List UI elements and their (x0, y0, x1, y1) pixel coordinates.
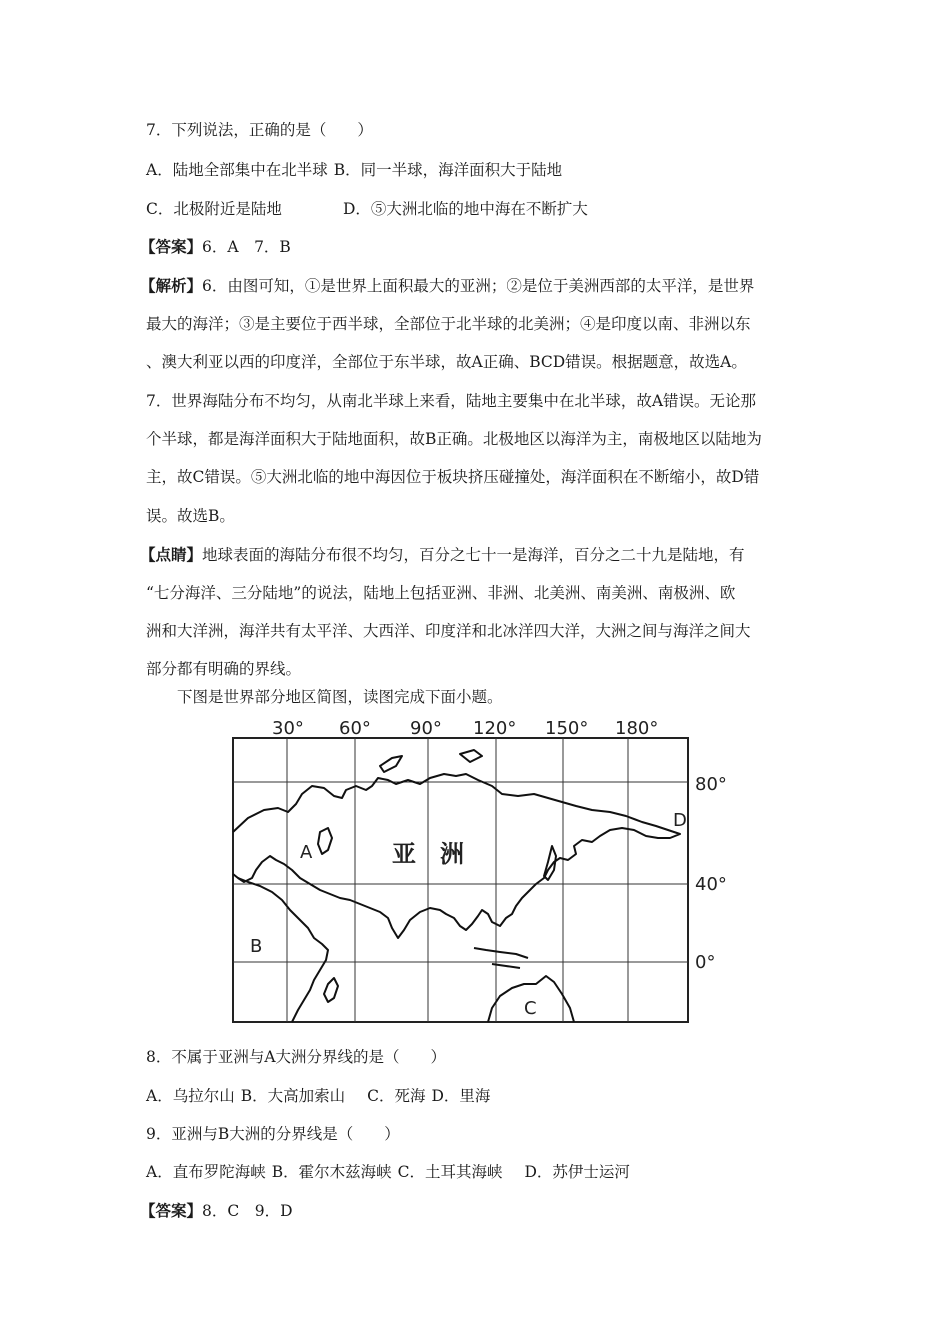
comment-tag: 【点睛】 (140, 545, 203, 564)
question-9-options (146, 1162, 630, 1182)
label-b: B (250, 936, 263, 957)
question-7-stem: 7．下列说法，正确的是（ ） (146, 121, 373, 139)
label-c: C (524, 998, 537, 1019)
coastlines (233, 750, 680, 1022)
question-8-options (146, 1086, 490, 1106)
answer-text: 8．C 9．D (202, 1202, 293, 1220)
option-a: A．乌拉尔山 (146, 1087, 235, 1105)
map-grid (233, 738, 688, 1022)
label-d: D (673, 810, 687, 831)
lon-label-90: 90° (410, 718, 442, 739)
indonesia-coast (474, 948, 528, 968)
question-7-options-cd (146, 199, 588, 219)
option-c: C．北极附近是陆地 (146, 200, 282, 218)
map-intro: 下图是世界部分地区简图，读图完成下面小题。 (177, 688, 503, 706)
severnaya-zemlya-coast (460, 750, 482, 762)
analysis-line-4: 7．世界海陆分布不均匀，从南北半球上来看，陆地主要集中在北半球，故A错误。无论那 (146, 392, 757, 410)
comment-line-4: 部分都有明确的界线。 (146, 660, 302, 678)
option-a: A．陆地全部集中在北半球 (146, 161, 328, 179)
comment-line-2: “七分海洋、三分陆地”的说法，陆地上包括亚洲、非洲、北美洲、南美洲、南极洲、欧 (146, 584, 736, 602)
question-9-stem: 9．亚洲与B大洲的分界线是（ ） (146, 1125, 400, 1143)
map-svg (230, 714, 730, 1026)
lon-label-120: 120° (473, 718, 517, 739)
comment-text-1: 地球表面的海陆分布很不均匀，百分之七十一是海洋，百分之二十九是陆地，有 (202, 546, 745, 564)
question-8-stem: 8．不属于亚洲与A大洲分界线的是（ ） (146, 1048, 447, 1066)
world-region-map (230, 714, 730, 1026)
lat-label-0: 0° (695, 952, 716, 973)
continent-label-asia: 亚 洲 (392, 840, 464, 868)
analysis-text-1: 6．由图可知，①是世界上面积最大的亚洲；②是位于美洲西部的太平洋，是世界 (202, 277, 755, 295)
lon-label-60: 60° (339, 718, 371, 739)
option-d: D．⑤大洲北临的地中海在不断扩大 (343, 200, 588, 218)
madagascar-coast (324, 978, 338, 1002)
analysis-line-7: 误。故选B。 (146, 507, 235, 525)
analysis-line-3: 、澳大利亚以西的印度洋，全部位于东半球，故A正确、BCD错误。根据题意，故选A。 (146, 353, 747, 371)
option-a: A．直布罗陀海峡 (146, 1163, 266, 1181)
analysis-tag: 【解析】 (140, 276, 203, 295)
answer-2 (140, 1201, 293, 1221)
question-7-options-ab (146, 160, 562, 180)
answer-tag: 【答案】 (140, 237, 203, 256)
option-b: B．同一半球，海洋面积大于陆地 (333, 161, 563, 179)
lat-label-40: 40° (695, 874, 727, 895)
comment-line-1 (140, 545, 745, 565)
lat-label-80: 80° (695, 774, 727, 795)
lon-label-30: 30° (272, 718, 304, 739)
novaya-zemlya-coast (380, 756, 402, 772)
option-c: C．死海 (367, 1087, 426, 1105)
lon-label-150: 150° (545, 718, 589, 739)
analysis-line-5: 个半球，都是海洋面积大于陆地面积，故B正确。北极地区以海洋为主，南极地区以陆地为 (146, 430, 762, 448)
option-c: C．土耳其海峡 (397, 1163, 503, 1181)
option-b: B．大高加索山 (240, 1087, 346, 1105)
map-frame (233, 738, 688, 1022)
answer-tag: 【答案】 (140, 1201, 203, 1220)
analysis-line-2: 最大的海洋；③是主要位于西半球，全部位于北半球的北美洲；④是印度以南、非洲以东 (146, 315, 751, 333)
answer-1 (140, 237, 291, 257)
lon-label-180: 180° (615, 718, 659, 739)
analysis-line-6: 主，故C错误。⑤大洲北临的地中海因位于板块挤压碰撞处，海洋面积在不断缩小，故D错 (146, 468, 760, 486)
label-a: A (300, 842, 313, 863)
option-d: D．苏伊士运河 (524, 1163, 630, 1181)
option-b: B．霍尔木兹海峡 (271, 1163, 392, 1181)
comment-line-3: 洲和大洋洲，海洋共有太平洋、大西洋、印度洋和北冰洋四大洋，大洲之间与海洋之间大 (146, 622, 751, 640)
analysis-line-1 (140, 276, 754, 296)
answer-text: 6．A 7．B (202, 238, 291, 256)
option-d: D．里海 (431, 1087, 491, 1105)
caspian-coast (318, 828, 332, 854)
